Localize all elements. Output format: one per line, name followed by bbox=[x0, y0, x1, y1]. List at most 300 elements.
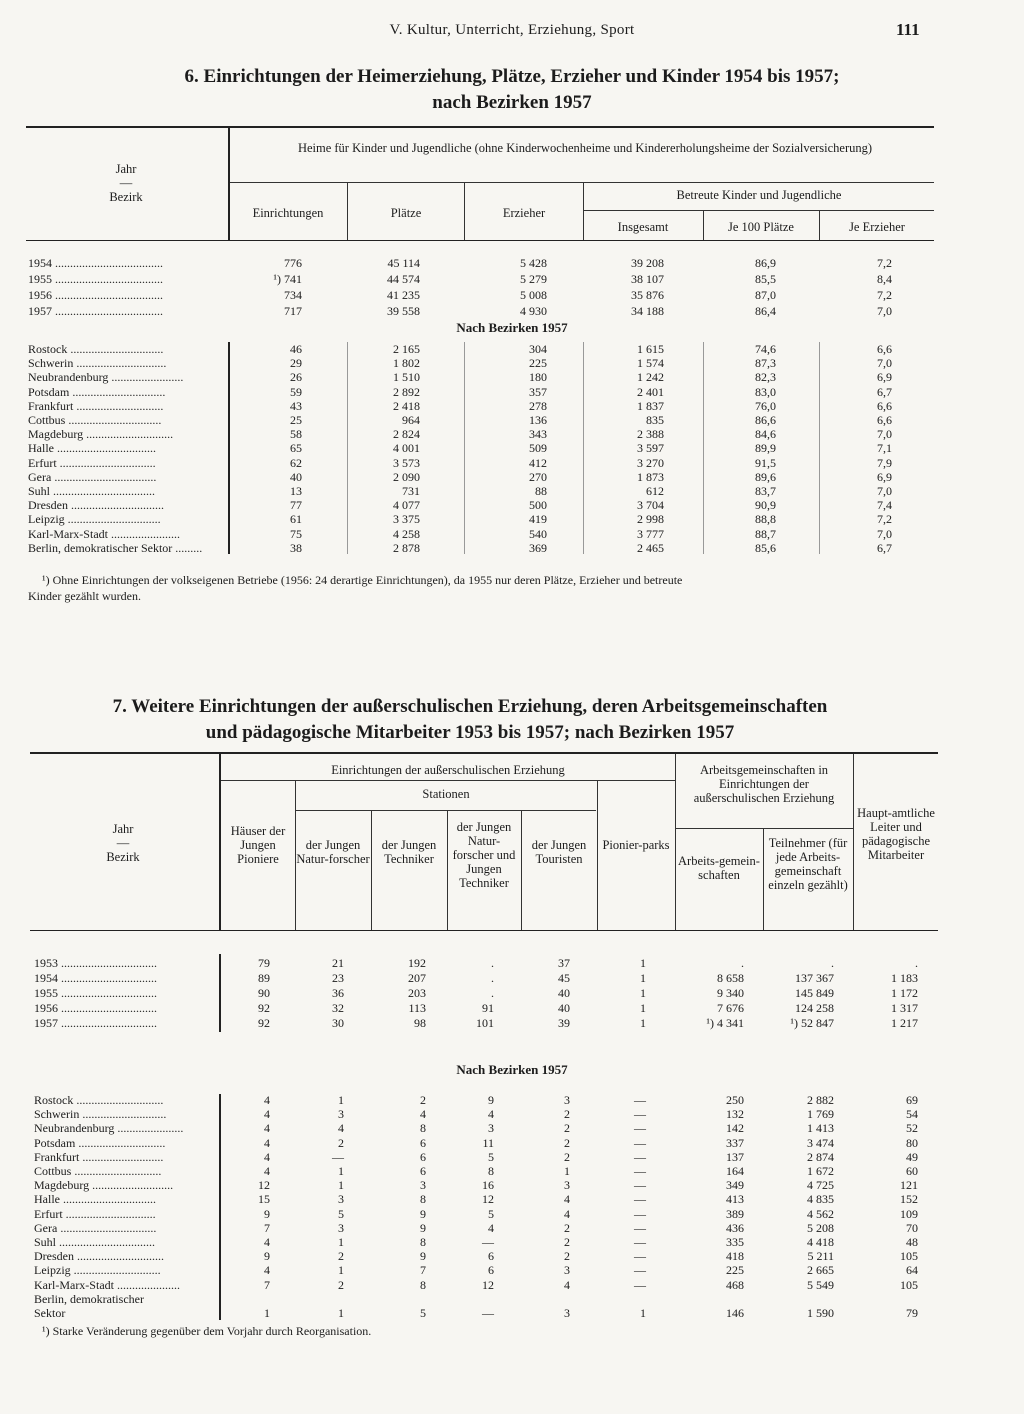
table6-cell: 59 bbox=[290, 384, 302, 399]
row-label: Rostock ............................. bbox=[34, 1093, 164, 1107]
table6-cell: 3 777 bbox=[637, 526, 664, 541]
table6-cell: 1 242 bbox=[637, 370, 664, 385]
table7-cell: 4 bbox=[264, 1135, 270, 1150]
table7-cell: 2 bbox=[338, 1277, 344, 1292]
table7-cell: 8 bbox=[488, 1164, 494, 1178]
table7-cell: 335 bbox=[726, 1235, 744, 1249]
table7-cell: 15 bbox=[258, 1192, 270, 1207]
table6-cell: 2 388 bbox=[637, 427, 664, 442]
table7-cell: 137 367 bbox=[795, 971, 834, 985]
table7-cell: 4 bbox=[564, 1192, 570, 1207]
table6-column-divider bbox=[583, 342, 584, 554]
table6-cell: 835 bbox=[646, 413, 664, 427]
table6-cell: 61 bbox=[290, 512, 302, 527]
page-number: 111 bbox=[896, 20, 920, 39]
row-label: Cottbus ............................. bbox=[34, 1164, 162, 1178]
table7-cell: 1 bbox=[338, 1235, 344, 1249]
table7-cell: 1 183 bbox=[891, 971, 918, 985]
table7-cell: 1 bbox=[640, 956, 646, 970]
table7-cell: — bbox=[332, 1149, 344, 1164]
table7-cell: 4 bbox=[264, 1093, 270, 1107]
table7-cell: 121 bbox=[900, 1178, 918, 1193]
table6-cell: 500 bbox=[529, 498, 547, 513]
col-touristen: der Jungen Touristen bbox=[531, 838, 587, 866]
table6-cell: 136 bbox=[529, 413, 547, 427]
table7-cell: 5 bbox=[488, 1206, 494, 1221]
table7-cell: 8 bbox=[420, 1121, 426, 1136]
table6-cell: 225 bbox=[529, 356, 547, 371]
table6-cell: 83,0 bbox=[755, 384, 776, 399]
table7-cell: — bbox=[634, 1164, 646, 1178]
table6-cell: 4 077 bbox=[393, 498, 420, 513]
table7-cell: 54 bbox=[906, 1107, 918, 1122]
group-stationen: Stationen bbox=[422, 787, 470, 801]
table7-cell: 2 874 bbox=[807, 1149, 834, 1164]
table6-cell: 2 892 bbox=[393, 384, 420, 399]
table7-cell: 4 bbox=[264, 1121, 270, 1136]
row-label: 1954 ................................ bbox=[34, 971, 157, 985]
table7-cell: 1 317 bbox=[891, 1001, 918, 1015]
table7-cell: 6 bbox=[488, 1263, 494, 1278]
table7-cell: 4 bbox=[264, 1149, 270, 1164]
table7-cell: 1 bbox=[640, 1306, 646, 1320]
table7-cell: 69 bbox=[906, 1093, 918, 1107]
table7-cell: 101 bbox=[476, 1016, 494, 1030]
table6-cell: 8,4 bbox=[877, 272, 892, 286]
table6-cell: 5 428 bbox=[520, 256, 547, 270]
table7-cell: 3 bbox=[338, 1220, 344, 1235]
table6-cell: 6,9 bbox=[877, 469, 892, 484]
table7-cell: 9 bbox=[420, 1249, 426, 1264]
table6-column-divider bbox=[819, 342, 820, 554]
table6-header-rule bbox=[26, 240, 934, 241]
col-plaetze: Plätze bbox=[390, 206, 422, 220]
table7-title-line1: 7. Weitere Einrichtungen der außerschulischen Erziehung, deren Arbeitsgemeinschaften bbox=[112, 696, 828, 717]
table7-cell: 468 bbox=[726, 1277, 744, 1292]
table7-cell: 91 bbox=[482, 1001, 494, 1015]
table7-cell: 4 562 bbox=[807, 1206, 834, 1221]
table6-cell: 6,9 bbox=[877, 370, 892, 385]
table6-cell: 1 615 bbox=[637, 342, 664, 356]
table6-cell: 2 401 bbox=[637, 384, 664, 399]
table6-cell: 83,7 bbox=[755, 484, 776, 498]
table7-cell: — bbox=[634, 1263, 646, 1278]
table6-cell: 86,4 bbox=[755, 304, 776, 318]
table7-cell: 250 bbox=[726, 1093, 744, 1107]
table6-cell: 7,4 bbox=[877, 498, 892, 513]
table7-header-rule bbox=[30, 930, 938, 931]
table7-cell: 349 bbox=[726, 1178, 744, 1193]
row-label: Gera ................................ bbox=[34, 1220, 157, 1235]
table7-cell: 1 bbox=[338, 1178, 344, 1193]
table7-cell: 98 bbox=[414, 1016, 426, 1030]
table6-cell: 88 bbox=[535, 484, 547, 498]
table7-cell: 60 bbox=[906, 1164, 918, 1178]
table7-cell: 105 bbox=[900, 1249, 918, 1264]
row-label: Cottbus ............................... bbox=[28, 413, 162, 427]
table6-cell: 4 258 bbox=[393, 526, 420, 541]
table7-cell: 8 bbox=[420, 1235, 426, 1249]
table6-cell: 3 573 bbox=[393, 455, 420, 470]
table7-cell: 1 bbox=[640, 1016, 646, 1030]
table6-cell: 38 bbox=[290, 540, 302, 555]
table6-cell: 2 998 bbox=[637, 512, 664, 527]
table6-cell: 41 235 bbox=[387, 288, 420, 302]
table7-cell: . bbox=[491, 956, 494, 970]
table6-cell: 90,9 bbox=[755, 498, 776, 513]
divider bbox=[521, 811, 522, 930]
table7-cell: — bbox=[634, 1192, 646, 1207]
col-leiter: Haupt-amtliche Leiter und pädagogische Mitarbeiter bbox=[857, 806, 935, 862]
row-label: 1955 ................................ bbox=[34, 986, 157, 1000]
table6-column-divider bbox=[347, 342, 348, 554]
table6-cell: 84,6 bbox=[755, 427, 776, 442]
table6-cell: 4 001 bbox=[393, 441, 420, 456]
table7-cell: 5 549 bbox=[807, 1277, 834, 1292]
table7-cell: 45 bbox=[558, 971, 570, 985]
stub-header-bezirk: Bezirk bbox=[106, 850, 140, 864]
col-natur-techniker: der Jungen Natur-forscher und Jungen Techniker bbox=[452, 820, 516, 890]
table7-stub-header bbox=[30, 822, 216, 864]
table6-cell: 6,6 bbox=[877, 342, 892, 356]
table7-cell: 2 bbox=[564, 1149, 570, 1164]
stub-header-bezirk: Bezirk bbox=[109, 190, 143, 204]
table7-cell: — bbox=[634, 1277, 646, 1292]
table7-cell: 9 bbox=[420, 1220, 426, 1235]
table7-cell: 124 258 bbox=[795, 1001, 834, 1015]
table6-cell: 38 107 bbox=[631, 272, 664, 286]
row-label: 1957 .................................... bbox=[28, 304, 163, 318]
table7-cell: 3 bbox=[488, 1121, 494, 1136]
table7-cell: — bbox=[482, 1306, 494, 1320]
table7-cell: 1 769 bbox=[807, 1107, 834, 1122]
table7-top-rule bbox=[30, 752, 938, 754]
table7-cell: 436 bbox=[726, 1220, 744, 1235]
table6-group-rule bbox=[230, 182, 934, 183]
table7-cell: 5 208 bbox=[807, 1220, 834, 1235]
table7-cell: 4 bbox=[264, 1235, 270, 1249]
table7-cell: 23 bbox=[332, 971, 344, 985]
row-label: Erfurt ................................ bbox=[28, 455, 156, 470]
table6-cell: 964 bbox=[402, 413, 420, 427]
row-label: Dresden ............................. bbox=[34, 1249, 164, 1264]
table6-cell: 6,7 bbox=[877, 384, 892, 399]
table6-stub-divider bbox=[228, 128, 230, 240]
table7-cell: 3 bbox=[564, 1178, 570, 1193]
table7-cell: 12 bbox=[258, 1178, 270, 1193]
table6-cell: 88,7 bbox=[755, 526, 776, 541]
table7-cell: 3 bbox=[338, 1107, 344, 1122]
table6-cell: 612 bbox=[646, 484, 664, 498]
table7-cell: — bbox=[634, 1178, 646, 1193]
table7-cell: 1 bbox=[338, 1093, 344, 1107]
table7-cell: 113 bbox=[408, 1001, 426, 1015]
table7-cell: 21 bbox=[332, 956, 344, 970]
table6-cell: 82,3 bbox=[755, 370, 776, 385]
table7-cell: 4 bbox=[264, 1107, 270, 1122]
table7-cell: 36 bbox=[332, 986, 344, 1000]
row-label: Halle ................................. bbox=[28, 441, 156, 456]
table7-cell: 7 bbox=[420, 1263, 426, 1278]
table6-title-line2: nach Bezirken 1957 bbox=[432, 92, 592, 113]
table6-cell: 29 bbox=[290, 356, 302, 371]
table7-cell: 145 849 bbox=[795, 986, 834, 1000]
table6-cell: 357 bbox=[529, 384, 547, 399]
table7-cell: 164 bbox=[726, 1164, 744, 1178]
table7-cell: . bbox=[491, 971, 494, 985]
table7-cell: 142 bbox=[726, 1121, 744, 1136]
table7-cell: 4 835 bbox=[807, 1192, 834, 1207]
table7-cell: . bbox=[741, 956, 744, 970]
table7-cell: 64 bbox=[906, 1263, 918, 1278]
table6-cell: 2 465 bbox=[637, 540, 664, 555]
table7-cell: 418 bbox=[726, 1249, 744, 1264]
table7-cell: 52 bbox=[906, 1121, 918, 1136]
table7-cell: 2 bbox=[564, 1107, 570, 1122]
table7-cell: 2 bbox=[564, 1249, 570, 1264]
table6-cell: 6,7 bbox=[877, 540, 892, 555]
table7-cell: 6 bbox=[420, 1149, 426, 1164]
table6-cell: 6,6 bbox=[877, 398, 892, 413]
table6-cell: 6,6 bbox=[877, 413, 892, 427]
table6-cell: 77 bbox=[290, 498, 302, 513]
table6-cell: 369 bbox=[529, 540, 547, 555]
table6-cell: 509 bbox=[529, 441, 547, 456]
table6-stub-header bbox=[26, 162, 226, 204]
table7-cell: 7 676 bbox=[717, 1001, 744, 1015]
row-label: Rostock ............................... bbox=[28, 342, 164, 356]
table7-cell: 9 bbox=[264, 1249, 270, 1264]
table7-cell: 49 bbox=[906, 1149, 918, 1164]
table6-cell: 1 873 bbox=[637, 469, 664, 484]
table7-cell: 1 bbox=[338, 1263, 344, 1278]
table6-cell: 3 270 bbox=[637, 455, 664, 470]
table6-cell: 776 bbox=[284, 256, 302, 270]
table7-cell: 137 bbox=[726, 1149, 744, 1164]
row-label: 1954 .................................... bbox=[28, 256, 163, 270]
table7-cell: 1 672 bbox=[807, 1164, 834, 1178]
table7-cell: — bbox=[634, 1135, 646, 1150]
stub-header-dash: — bbox=[116, 836, 130, 850]
row-label: Schwerin ............................ bbox=[34, 1107, 167, 1122]
table7-cell: 2 bbox=[338, 1249, 344, 1264]
table7-cell: 8 658 bbox=[717, 971, 744, 985]
table7-cell: 5 bbox=[488, 1149, 494, 1164]
table7-cell: 8 bbox=[420, 1277, 426, 1292]
col-einrichtungen: Einrichtungen bbox=[252, 206, 324, 220]
table6-cell: 87,3 bbox=[755, 356, 776, 371]
table7-cell: — bbox=[634, 1249, 646, 1264]
table7-cell: 32 bbox=[332, 1001, 344, 1015]
row-label: Karl-Marx-Stadt ....................... bbox=[28, 526, 180, 541]
divider bbox=[853, 754, 854, 930]
row-label: Dresden ............................... bbox=[28, 498, 164, 513]
table7-title bbox=[30, 694, 910, 746]
table7-title-line2: und pädagogische Mitarbeiter 1953 bis 1957; nach Bezirken 1957 bbox=[205, 722, 735, 743]
table7-cell: 6 bbox=[488, 1249, 494, 1264]
table6-column-divider bbox=[464, 342, 465, 554]
col-naturforscher: der Jungen Natur-forscher bbox=[296, 838, 370, 866]
row-label: Berlin, demokratischer Sektor ......... bbox=[28, 540, 203, 555]
table6-cell: 46 bbox=[290, 342, 302, 356]
table7-cell: — bbox=[634, 1093, 646, 1107]
table7-cell: 6 bbox=[420, 1164, 426, 1178]
footnote-line: Kinder gezählt wurden. bbox=[28, 589, 141, 603]
table6-cell: 343 bbox=[529, 427, 547, 442]
row-label: Magdeburg ........................... bbox=[34, 1178, 174, 1193]
table6-cell: ¹) 741 bbox=[273, 272, 302, 286]
group-ag: Arbeitsgemeinschaften in Einrichtungen der außerschulischen Erziehung bbox=[693, 763, 835, 805]
table6-cell: 7,9 bbox=[877, 455, 892, 470]
table7-cell: 1 217 bbox=[891, 1016, 918, 1030]
table7-cell: 5 bbox=[420, 1306, 426, 1320]
table6-cell: 270 bbox=[529, 469, 547, 484]
table7-footnote: ¹) Starke Veränderung gegenüber dem Vorjahr durch Reorganisation. bbox=[42, 1324, 372, 1338]
table6-cell: 76,0 bbox=[755, 398, 776, 413]
table7-cell: 8 bbox=[420, 1192, 426, 1207]
table7-cell: — bbox=[634, 1149, 646, 1164]
table7-cell: . bbox=[831, 956, 834, 970]
table7-cell: 203 bbox=[408, 986, 426, 1000]
col-insgesamt: Insgesamt bbox=[617, 220, 669, 234]
table7-cell: 9 340 bbox=[717, 986, 744, 1000]
table6-cell: 1 802 bbox=[393, 356, 420, 371]
table7-cell: 1 590 bbox=[807, 1306, 834, 1320]
table6-cell: 419 bbox=[529, 512, 547, 527]
table6-cell: 412 bbox=[529, 455, 547, 470]
table7-cell: — bbox=[634, 1121, 646, 1136]
table7-cell: 4 bbox=[564, 1277, 570, 1292]
divider bbox=[597, 781, 598, 930]
table7-cell: 105 bbox=[900, 1277, 918, 1292]
table6-cell: 3 704 bbox=[637, 498, 664, 513]
table7-cell: 132 bbox=[726, 1107, 744, 1122]
table6-cell: 7,0 bbox=[877, 356, 892, 371]
table7-cell: 4 bbox=[264, 1164, 270, 1178]
table6-cell: 89,9 bbox=[755, 441, 776, 456]
col-techniker: der Jungen Techniker bbox=[381, 838, 437, 866]
table7-cell: 1 bbox=[564, 1164, 570, 1178]
table7-cell: 413 bbox=[726, 1192, 744, 1207]
table6-cell: 7,2 bbox=[877, 288, 892, 302]
row-label: Neubrandenburg ...................... bbox=[34, 1121, 184, 1136]
table6-cell: 3 597 bbox=[637, 441, 664, 456]
row-label: Suhl ................................ bbox=[34, 1235, 156, 1249]
footnote-line: ¹) Ohne Einrichtungen der volkseigenen Betriebe (1956: 24 derartige Einrichtungen), da 1955 nur deren Plätze, Erzieher und betreute bbox=[42, 573, 683, 587]
table6-cell: 91,5 bbox=[755, 455, 776, 470]
table7-cell: . bbox=[491, 986, 494, 1000]
table7-cell: — bbox=[634, 1107, 646, 1122]
table6-cell: 7,0 bbox=[877, 526, 892, 541]
table7-cell: 92 bbox=[258, 1001, 270, 1015]
table6-top-rule bbox=[26, 126, 934, 128]
table7-cell: 2 882 bbox=[807, 1093, 834, 1107]
table7-cell: 3 bbox=[564, 1306, 570, 1320]
row-label: Gera .................................. bbox=[28, 469, 157, 484]
table7-cell: 79 bbox=[258, 956, 270, 970]
table6-cell: 3 375 bbox=[393, 512, 420, 527]
table6-cell: 7,2 bbox=[877, 256, 892, 270]
table7-cell: 207 bbox=[408, 971, 426, 985]
table7-subheading: Nach Bezirken 1957 bbox=[456, 1062, 568, 1077]
table7-cell: 1 413 bbox=[807, 1121, 834, 1136]
table7-cell: 79 bbox=[906, 1306, 918, 1320]
table6-cell: 304 bbox=[529, 342, 547, 356]
betreute-header: Betreute Kinder und Jugendliche bbox=[676, 188, 842, 202]
table7-cell: 337 bbox=[726, 1135, 744, 1150]
row-label: Karl-Marx-Stadt ..................... bbox=[34, 1277, 180, 1292]
table6-cell: 278 bbox=[529, 398, 547, 413]
table6-cell: 731 bbox=[402, 484, 420, 498]
table6-cell: 88,8 bbox=[755, 512, 776, 527]
table7-cell: 1 bbox=[640, 971, 646, 985]
table7-cell: 6 bbox=[420, 1135, 426, 1150]
table6-cell: 65 bbox=[290, 441, 302, 456]
table7-cell: 3 bbox=[420, 1178, 426, 1193]
table6-cell: 85,6 bbox=[755, 540, 776, 555]
col-pionierparks: Pionier-parks bbox=[602, 838, 670, 852]
table6-cell: 74,6 bbox=[755, 342, 776, 356]
table6-cell: 5 008 bbox=[520, 288, 547, 302]
table6-cell: 34 188 bbox=[631, 304, 664, 318]
stub-header-jahr: Jahr bbox=[112, 822, 134, 836]
table7-cell: 16 bbox=[482, 1178, 494, 1193]
table7-cell: 389 bbox=[726, 1206, 744, 1221]
table6-cell: 87,0 bbox=[755, 288, 776, 302]
table7-cell: 39 bbox=[558, 1016, 570, 1030]
table6-cell: 62 bbox=[290, 455, 302, 470]
table6-cell: 5 279 bbox=[520, 272, 547, 286]
table7-cell: 225 bbox=[726, 1263, 744, 1278]
table6-cell: 85,5 bbox=[755, 272, 776, 286]
table6-cell: 7,0 bbox=[877, 484, 892, 498]
row-label: Frankfurt ........................... bbox=[34, 1149, 164, 1164]
row-label: Schwerin .............................. bbox=[28, 356, 167, 371]
table7-cell: 2 bbox=[564, 1135, 570, 1150]
table7-cell: 2 bbox=[564, 1121, 570, 1136]
divider bbox=[371, 811, 372, 930]
table7-cell: ¹) 4 341 bbox=[706, 1016, 744, 1030]
row-label: Potsdam ............................... bbox=[28, 384, 166, 399]
row-label: Leipzig ............................... bbox=[28, 512, 161, 527]
table6-cell: 39 558 bbox=[387, 304, 420, 318]
table7-cell: 1 bbox=[338, 1164, 344, 1178]
table7-cell: 37 bbox=[558, 956, 570, 970]
table6-cell: 7,0 bbox=[877, 304, 892, 318]
table7-cell: 3 474 bbox=[807, 1135, 834, 1150]
row-label: Suhl .................................. bbox=[28, 484, 156, 498]
running-head: V. Kultur, Unterricht, Erziehung, Sport bbox=[389, 22, 635, 38]
table7-cell: 1 bbox=[338, 1306, 344, 1320]
table7-cell: 1 172 bbox=[891, 986, 918, 1000]
table7-cell: — bbox=[634, 1206, 646, 1221]
table7-cell: 4 bbox=[564, 1206, 570, 1221]
table7-cell: 1 bbox=[640, 1001, 646, 1015]
rule bbox=[221, 780, 675, 781]
rule bbox=[676, 828, 853, 829]
table6-cell: 2 165 bbox=[393, 342, 420, 356]
table6-cell: 1 574 bbox=[637, 356, 664, 371]
table7-cell: ¹) 52 847 bbox=[790, 1016, 834, 1030]
group-einrichtungen: Einrichtungen der außerschulischen Erziehung bbox=[331, 763, 565, 777]
table6-cell: 75 bbox=[290, 526, 302, 541]
table6-cell: 7,2 bbox=[877, 512, 892, 527]
table7-stub-divider-districts bbox=[219, 1094, 221, 1320]
col-ag: Arbeits-gemein-schaften bbox=[678, 854, 760, 882]
row-label: Potsdam ............................. bbox=[34, 1135, 166, 1150]
table6-cell: 35 876 bbox=[631, 288, 664, 302]
table7-cell: 7 bbox=[264, 1277, 270, 1292]
